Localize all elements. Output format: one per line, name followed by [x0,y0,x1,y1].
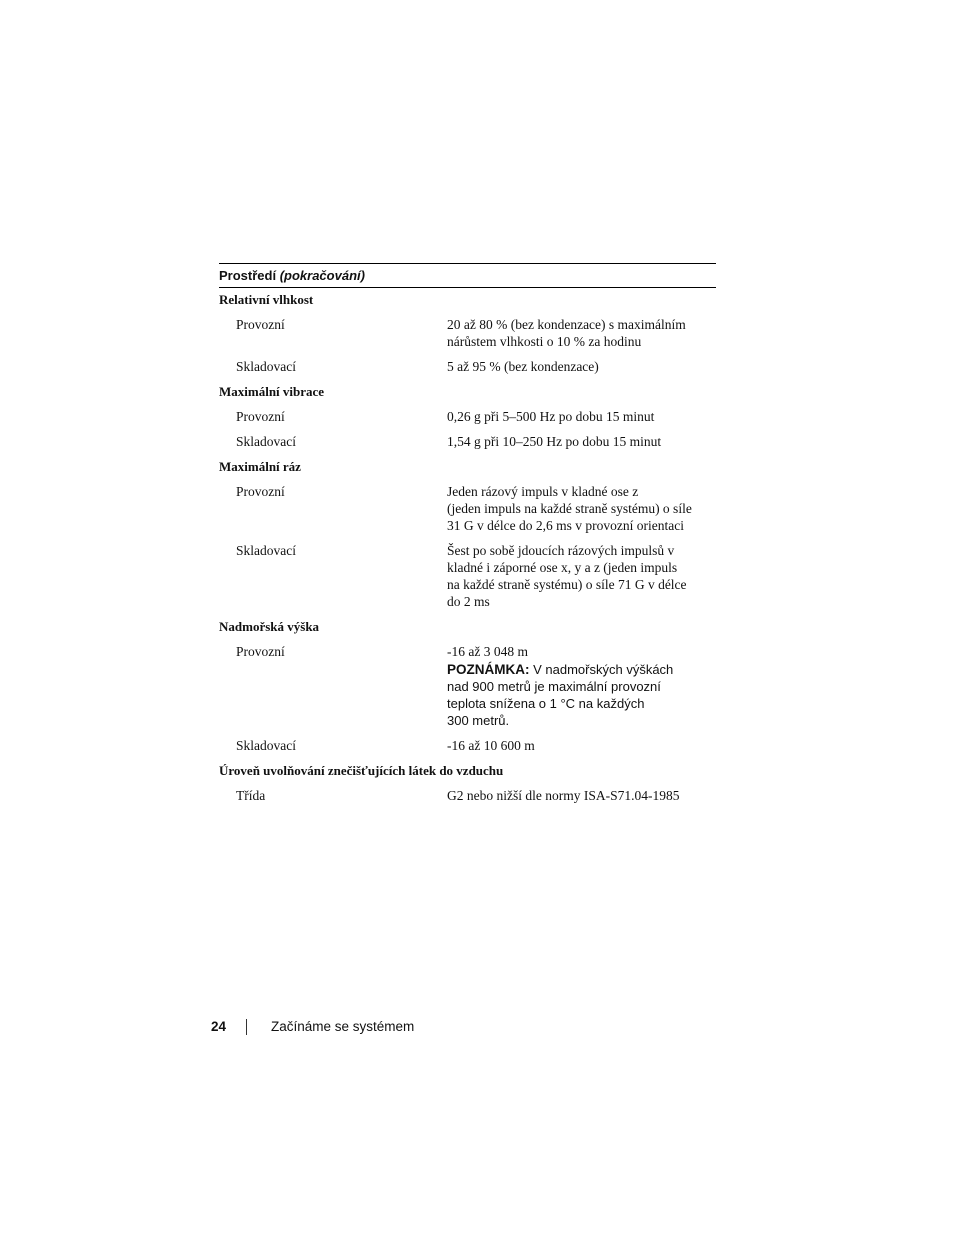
vibration-operating-label: Provozní [236,409,285,424]
note-line: nad 900 metrů je maximální provozní [447,679,661,694]
table-header-title: Prostředí [219,268,277,283]
table-header-continued: (pokračování) [279,268,365,283]
value-line: nárůstem vlhkosti o 10 % za hodinu [447,334,642,349]
value-line: (jeden impuls na každé straně systému) o síle [447,501,692,516]
shock-storage-value [447,542,707,610]
value-line: Šest po sobě jdoucích rázových impulsů v [447,543,675,558]
running-title: Začínáme se systémem [271,1019,415,1034]
value-line: 20 až 80 % (bez kondenzace) s maximálním [447,317,686,332]
value-line: Jeden rázový impuls v kladné ose z [447,484,639,499]
note-title: POZNÁMKA: [447,662,530,677]
value-line: do 2 ms [447,594,490,609]
altitude-storage-label: Skladovací [236,738,296,753]
note-line: V nadmořských výškách [533,662,674,677]
value-line: na každé straně systému) o síle 71 G v délce [447,577,687,592]
value-line: -16 až 3 048 m [447,644,528,659]
contaminants-class-label: Třída [236,788,266,803]
note-line: teplota snížena o 1 °C na každých [447,696,645,711]
altitude-storage-value: -16 až 10 600 m [447,738,535,753]
altitude-operating-value [447,643,707,729]
humidity-storage-label: Skladovací [236,359,296,374]
humidity-storage-value: 5 až 95 % (bez kondenzace) [447,359,599,374]
section-max-shock: Maximální ráz [219,459,301,474]
note-line: 300 metrů. [447,713,510,728]
altitude-note [447,661,707,729]
page-number: 24 [211,1019,227,1034]
section-airborne-contaminants: Úroveň uvolňování znečišťujících látek do vzduchu [219,763,504,778]
section-max-vibration: Maximální vibrace [219,384,325,399]
footer-divider [246,1019,247,1035]
vibration-operating-value: 0,26 g při 5–500 Hz po dobu 15 minut [447,409,655,424]
humidity-operating-value [447,316,707,350]
vibration-storage-label: Skladovací [236,434,296,449]
section-relative-humidity: Relativní vlhkost [219,292,314,307]
value-line: 31 G v délce do 2,6 ms v provozní orientaci [447,518,684,533]
shock-operating-label: Provozní [236,484,285,499]
humidity-operating-label: Provozní [236,317,285,332]
table-header [219,263,716,288]
section-altitude: Nadmořská výška [219,619,320,634]
value-line: kladné i záporné ose x, y a z (jeden impuls [447,560,678,575]
contaminants-class-value: G2 nebo nižší dle normy ISA-S71.04-1985 [447,788,680,803]
vibration-storage-value: 1,54 g při 10–250 Hz po dobu 15 minut [447,434,662,449]
altitude-operating-label: Provozní [236,644,285,659]
shock-operating-value [447,483,707,534]
shock-storage-label: Skladovací [236,543,296,558]
